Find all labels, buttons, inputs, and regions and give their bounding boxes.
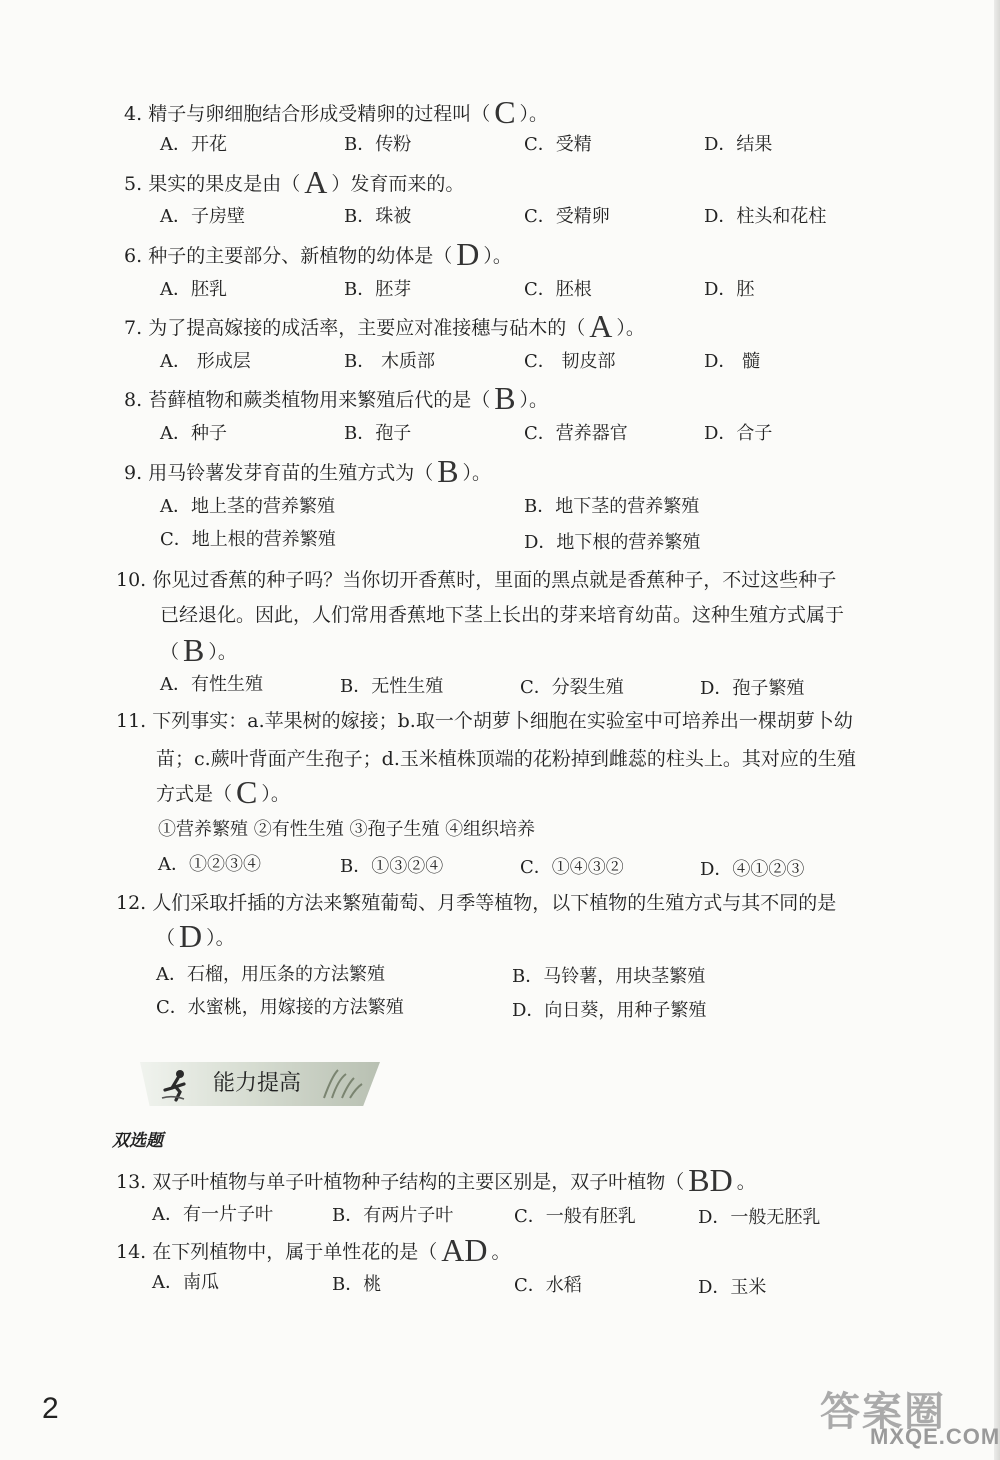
option-b: B．①③②④: [340, 856, 444, 877]
question-stem-end: ）。: [519, 389, 549, 411]
option-d: D．玉米: [698, 1277, 767, 1298]
option-c: C．水蜜桃，用嫁接的方法繁殖: [156, 997, 404, 1018]
question-stem-end: ）。: [261, 783, 290, 805]
watermark-url: MXQE.COM: [870, 1424, 1000, 1449]
paren-open: （: [156, 927, 176, 949]
question-number: 8.: [124, 389, 143, 411]
question-stem-end: ）。: [462, 462, 492, 484]
question-9: [124, 455, 491, 488]
option-c: C．受精: [524, 134, 592, 155]
option-a: A．开花: [160, 134, 227, 155]
handwritten-answer: C: [236, 774, 258, 810]
question-number: 12.: [116, 892, 147, 914]
question-stem: 你见过香蕉的种子吗？当你切开香蕉时，里面的黑点就是香蕉种子，不过这些种子: [152, 569, 837, 591]
option-b: B．有两片子叶: [332, 1205, 454, 1226]
question-number: 13.: [116, 1171, 147, 1193]
question-stem-line2: 已经退化。因此，人们常用香蕉地下茎上长出的芽来培育幼苗。这种生殖方式属于: [160, 604, 845, 626]
question-12-answer-line: [156, 920, 235, 953]
question-12: [116, 888, 836, 918]
handwritten-answer: A: [304, 164, 328, 200]
option-a: A．胚乳: [160, 279, 227, 300]
question-6: [124, 238, 512, 271]
handwritten-answer: AD: [441, 1232, 488, 1268]
option-c: C．胚根: [524, 279, 592, 300]
section-label: 双选题: [112, 1131, 163, 1151]
option-d: D．地下根的营养繁殖: [524, 532, 701, 553]
handwritten-answer: A: [589, 308, 613, 344]
page-number: 2: [42, 1392, 59, 1425]
handwritten-answer: D: [179, 918, 203, 954]
option-a: A．①②③④: [158, 854, 261, 875]
question-7: [124, 310, 645, 343]
option-a: A．种子: [160, 423, 227, 444]
question-stem: 种子的主要部分、新植物的幼体是（: [148, 245, 453, 267]
question-number: 5.: [124, 173, 143, 195]
handwritten-answer: B: [437, 453, 459, 489]
option-c: C．一般有胚乳: [514, 1206, 636, 1227]
question-stem-end: ）。: [483, 245, 512, 267]
option-a: A．南瓜: [152, 1272, 219, 1293]
option-d: D．合子: [704, 423, 773, 444]
option-a: A． 形成层: [160, 351, 251, 372]
question-10-answer-line: [160, 634, 237, 667]
option-c: C．营养器官: [524, 423, 628, 444]
question-number: 6.: [124, 245, 143, 267]
question-13: [116, 1164, 756, 1197]
option-c: C．①④③②: [520, 857, 624, 878]
option-c: C．分裂生殖: [520, 677, 624, 698]
question-stem: 在下列植物中，属于单性花的是（: [152, 1241, 438, 1263]
question-stem-line2: 苗；c.蕨叶背面产生孢子；d.玉米植株顶端的花粉掉到雌蕊的柱头上。其对应的生殖: [156, 748, 856, 770]
question-stem: 为了提高嫁接的成活率，主要应对准接穗与砧木的（: [148, 317, 586, 339]
option-b: B．桃: [332, 1274, 382, 1295]
option-d: D．向日葵，用种子繁殖: [512, 1000, 707, 1021]
option-c: C．地上根的营养繁殖: [160, 529, 336, 550]
question-stem-end: ）。: [206, 927, 235, 949]
handwritten-answer: C: [494, 94, 516, 130]
option-b: B．珠被: [344, 206, 412, 227]
option-a: A．有性生殖: [160, 674, 263, 695]
question-stem-end: 。: [491, 1241, 511, 1263]
question-number: 10.: [116, 569, 147, 591]
runner-icon: [160, 1068, 194, 1102]
option-b: B．马铃薯，用块茎繁殖: [512, 966, 706, 987]
page-edge: [994, 0, 1000, 1460]
option-c: C． 韧皮部: [524, 351, 616, 372]
option-d: D． 髓: [704, 351, 761, 372]
option-d: D．胚: [704, 279, 755, 300]
option-d: D．柱头和花柱: [704, 206, 827, 227]
handwritten-answer: B: [494, 380, 516, 416]
paren-open: （: [160, 641, 180, 663]
question-stem: 苔藓植物和蕨类植物用来繁殖后代的是（: [148, 389, 491, 411]
handwritten-answer: B: [183, 632, 205, 668]
question-10: [116, 565, 836, 595]
banner-decoration-icon: [318, 1066, 366, 1102]
question-number: 11.: [116, 710, 147, 732]
option-a: A．子房壁: [160, 206, 245, 227]
question-stem-end: ）。: [519, 103, 549, 125]
question-number: 7.: [124, 317, 143, 339]
question-14: [116, 1234, 511, 1267]
question-stem-end: 。: [736, 1171, 756, 1193]
question-number: 9.: [124, 462, 143, 484]
question-number: 14.: [116, 1241, 147, 1263]
option-a: A．石榴，用压条的方法繁殖: [156, 964, 385, 985]
option-b: B．孢子: [344, 423, 412, 444]
handwritten-answer: BD: [688, 1162, 733, 1198]
option-b: B．地下茎的营养繁殖: [524, 496, 700, 517]
watermark-logo: 答案圈: [820, 1389, 946, 1435]
question-4: [124, 96, 548, 129]
question-stem: 双子叶植物与单子叶植物种子结构的主要区别是，双子叶植物（: [152, 1171, 685, 1193]
handwritten-answer: D: [456, 236, 480, 272]
option-d: D．结果: [704, 134, 773, 155]
question-stem-end: ）。: [208, 641, 237, 663]
option-b: B．无性生殖: [340, 676, 444, 697]
question-8: [124, 382, 548, 415]
option-d: D．孢子繁殖: [700, 678, 805, 699]
question-stem: 人们采取扦插的方法来繁殖葡萄、月季等植物，以下植物的生殖方式与其不同的是: [152, 892, 837, 914]
option-c: C．水稻: [514, 1275, 582, 1296]
option-c: C．受精卵: [524, 206, 610, 227]
option-a: A．有一片子叶: [152, 1204, 273, 1225]
question-5: [124, 166, 464, 199]
question-stem: 下列事实：a.苹果树的嫁接；b.取一个胡萝卜细胞在实验室中可培养出一棵胡萝卜幼: [152, 710, 853, 732]
question-number: 4.: [124, 103, 143, 125]
question-11: [116, 706, 853, 736]
option-b: B． 木质部: [344, 351, 435, 372]
question-stem: 果实的果皮是由（: [148, 173, 301, 195]
option-b: B．传粉: [344, 134, 412, 155]
option-b: B．胚芽: [344, 279, 412, 300]
option-a: A．地上茎的营养繁殖: [160, 496, 335, 517]
option-d: D．一般无胚乳: [698, 1207, 821, 1228]
question-stem: 精子与卵细胞结合形成受精卵的过程叫（: [148, 103, 491, 125]
question-stem-line3: 方式是（: [156, 783, 233, 805]
option-d: D．④①②③: [700, 859, 805, 880]
question-stem: 用马铃薯发芽育苗的生殖方式为（: [148, 462, 434, 484]
question-11-answer-line: [156, 776, 290, 809]
question-stem-end: ）。: [616, 317, 645, 339]
numbered-choices: ①营养繁殖 ②有性生殖 ③孢子生殖 ④组织培养: [158, 819, 536, 840]
section-title: 能力提高: [213, 1071, 302, 1096]
question-stem-end: ）发育而来的。: [331, 173, 465, 195]
